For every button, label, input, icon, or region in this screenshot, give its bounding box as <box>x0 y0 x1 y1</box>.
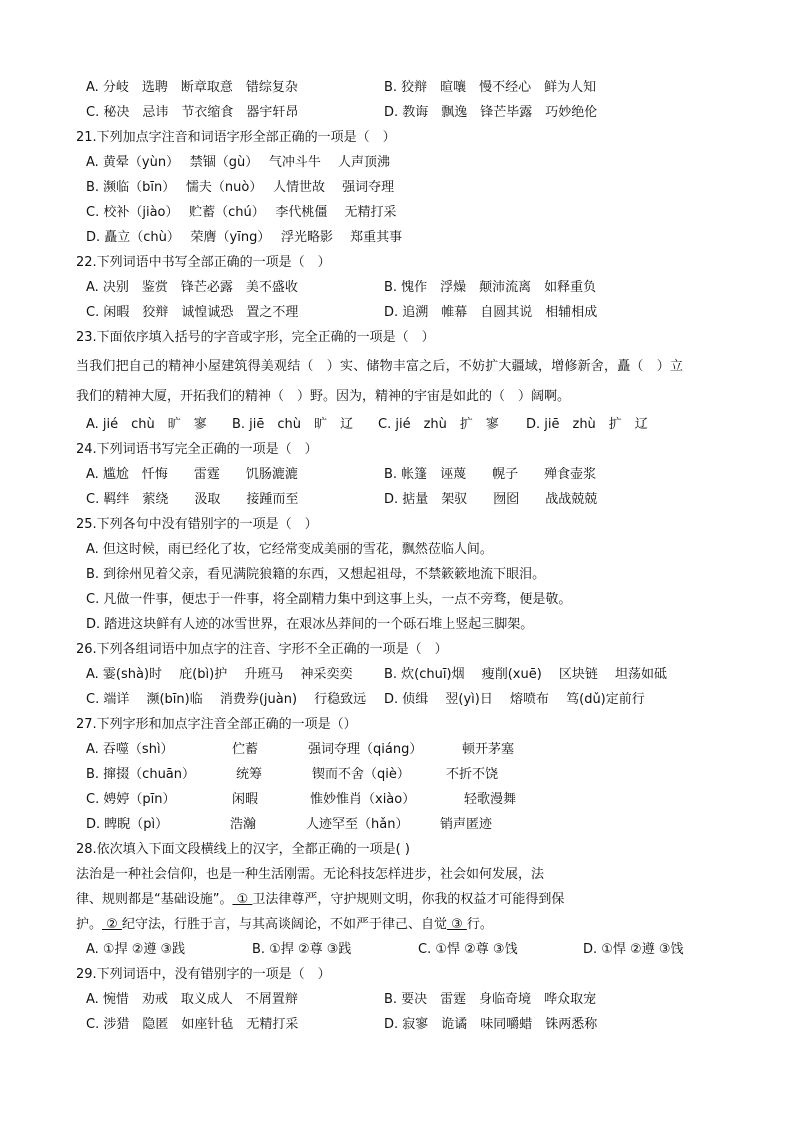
q22-option-a: A. 决别 鉴赏 锋芒必露 美不盛收 <box>86 280 298 295</box>
q20-option-d: D. 教诲 飘逸 锋芒毕露 巧妙绝伦 <box>384 105 598 120</box>
q28-option-d: D. ①悍 ②遵 ③饯 <box>583 942 684 957</box>
q26-option-d: D. 侦缉 翌(yì)日 熔喷布 笃(dǔ)定前行 <box>384 692 645 707</box>
q21-option-b: B. 濒临（bīn） 懦夫（nuò） 人情世故 强词夺理 <box>86 180 395 195</box>
q29-option-a: A. 惋惜 劝戒 取义成人 不屑置辩 <box>86 992 298 1007</box>
q21-option-d: D. 矗立（chù） 荣膺（yīng） 浮光略影 郑重其事 <box>86 230 403 245</box>
q27-option-c-word1: C. 娉婷（pīn） <box>86 792 176 807</box>
q27-option-b-word2: 统筹 <box>236 767 263 782</box>
q28-passage-line-2 <box>76 891 564 909</box>
q22-option-b: B. 愧作 浮燥 颠沛流离 如释重负 <box>384 280 597 295</box>
q28-passage-line-3 <box>76 916 493 934</box>
q29-option-c: C. 涉猎 隐匿 如座针毡 无精打采 <box>86 1017 299 1032</box>
q27-option-d-word4: 销声匿迹 <box>440 817 493 832</box>
q26-option-a: A. 霎(shà)时 庇(bì)护 升班马 神采奕奕 <box>86 667 353 682</box>
q28-option-a: A. ①捍 ②遵 ③践 <box>86 942 186 957</box>
q24-stem: 24.下列词语书写完全正确的一项是（ ） <box>76 442 318 457</box>
q27-option-d-word3: 人迹罕至（hǎn） <box>306 817 409 832</box>
q28-passage-text: 护。 <box>76 917 103 932</box>
q27-option-d-word1: D. 睥睨（pì） <box>86 817 169 832</box>
q24-option-d: D. 掂量 架驭 囫囵 战战兢兢 <box>384 492 598 507</box>
q27-option-a-word4: 顿开茅塞 <box>462 742 515 757</box>
q27-option-c-word3: 惟妙惟肖（xiào） <box>310 792 416 807</box>
q28-passage-text: 行。 <box>466 917 493 932</box>
q28-passage-text: 卫法律尊严，守护规则文明，你我的权益才可能得到保 <box>252 892 565 907</box>
q25-option-a: A. 但这时候，雨已经化了妆，它经常变成美丽的雪花，飘然莅临人间。 <box>86 542 493 557</box>
q29-option-d: D. 寂寥 诡谲 味同嚼蜡 铢两悉称 <box>384 1017 598 1032</box>
q23-option-a: A. jié chù 旷 寥 <box>86 417 207 432</box>
q20-option-c: C. 秘决 忌讳 节衣缩食 器宇轩昂 <box>86 105 299 120</box>
q27-option-a-word1: A. 吞噬（shì） <box>86 742 174 757</box>
q23-stem: 23.下面依序填入括号的字音或字形，完全正确的一项是（ ） <box>76 330 435 345</box>
q23-passage-line-1: 当我们把自己的精神小屋建筑得美观结（ ）实、储物丰富之后，不妨扩大疆域，增修新舍，矗（ ）立 <box>76 359 684 374</box>
q24-option-a: A. 尴尬 忏悔 雷霆 饥肠漉漉 <box>86 467 298 482</box>
q23-option-c: C. jié zhù 扩 寥 <box>378 417 499 432</box>
q22-stem: 22.下列词语中书写全部正确的一项是（ ） <box>76 255 331 270</box>
q27-option-b-word3: 锲而不舍（qiè） <box>312 767 410 782</box>
q28-option-b: B. ①捍 ②尊 ③践 <box>252 942 352 957</box>
q24-option-b: B. 帐篷 诬蔑 幌子 殚食壶浆 <box>384 467 597 482</box>
q23-option-d: D. jiē zhù 扩 辽 <box>526 417 648 432</box>
q28-blank-1: ① <box>232 892 253 907</box>
q26-option-c: C. 端详 濒(bīn)临 消费券(juàn) 行稳致远 <box>86 692 367 707</box>
q25-option-d: D. 踏进这块鲜有人迹的冰雪世界，在艰冰丛莽间的一个砾石堆上竖起三脚架。 <box>86 617 534 632</box>
q25-option-b: B. 到徐州见着父亲，看见满院狼籍的东西，又想起祖母，不禁簌簌地流下眼泪。 <box>86 567 546 582</box>
q26-stem: 26.下列各组词语中加点字的注音、字形不全正确的一项是（ ） <box>76 642 448 657</box>
q28-passage-text: 律、规则都是“基础设施”。 <box>76 892 233 907</box>
q27-option-d-word2: 浩瀚 <box>230 817 257 832</box>
q28-blank-3: ③ <box>446 917 467 932</box>
q29-stem: 29.下列词语中，没有错别字的一项是（ ） <box>76 967 331 982</box>
q25-option-c: C. 凡做一件事，便忠于一件事，将全副精力集中到这事上头，一点不旁骛，便是敬。 <box>86 592 572 607</box>
q26-option-b: B. 炊(chuī)烟 瘦削(xuē) 区块链 坦荡如砥 <box>384 667 668 682</box>
q23-option-b: B. jiē chù 旷 辽 <box>232 417 354 432</box>
q23-passage-line-2: 我们的精神大厦，开拓我们的精神（ ）野。因为，精神的宇宙是如此的（ ）阔啊。 <box>76 389 571 404</box>
q27-stem: 27.下列字形和加点字注音全部正确的一项是（） <box>76 717 357 732</box>
q21-stem: 21.下列加点字注音和词语字形全部正确的一项是（ ） <box>76 130 396 145</box>
q29-option-b: B. 要决 雷霆 身临奇境 哗众取宠 <box>384 992 597 1007</box>
q22-option-d: D. 追溯 帷幕 自圆其说 相辅相成 <box>384 305 598 320</box>
q20-option-b: B. 狡辩 暄嚷 慢不经心 鲜为人知 <box>384 80 597 95</box>
q27-option-a-word3: 强词夺理（qiáng） <box>308 742 423 757</box>
q25-stem: 25.下列各句中没有错别字的一项是（ ） <box>76 517 318 532</box>
q27-option-b-word1: B. 撺掇（chuān） <box>86 767 196 782</box>
q28-option-c: C. ①悍 ②尊 ③饯 <box>418 942 518 957</box>
q28-passage-text: 纪守法，行胜于言，与其高谈阔论，不如严于律己、自觉 <box>121 917 447 932</box>
q24-option-c: C. 羁绊 萦绕 汲取 接踵而至 <box>86 492 299 507</box>
q28-passage-line-1: 法治是一种社会信仰，也是一种生活刚需。无论科技怎样进步，社会如何发展，法 <box>76 867 545 882</box>
q28-blank-2: ② <box>102 917 122 932</box>
q27-option-a-word2: 伫蓄 <box>232 742 259 757</box>
q27-option-b-word4: 不折不饶 <box>446 767 499 782</box>
q27-option-c-word2: 闲暇 <box>232 792 259 807</box>
q22-option-c: C. 闲暇 狡辩 诚惶诚恐 置之不理 <box>86 305 299 320</box>
q21-option-a: A. 黄晕（yùn） 禁锢（gù） 气冲斗牛 人声顶沸 <box>86 155 390 170</box>
q20-option-a: A. 分岐 选聘 断章取意 错综复杂 <box>86 80 298 95</box>
q27-option-c-word4: 轻歌漫舞 <box>464 792 517 807</box>
q21-option-c: C. 校补（jiào） 贮蓄（chú） 李代桃僵 无精打采 <box>86 205 397 220</box>
q28-stem: 28.依次填入下面文段横线上的汉字，全都正确的一项是( ) <box>76 842 410 857</box>
